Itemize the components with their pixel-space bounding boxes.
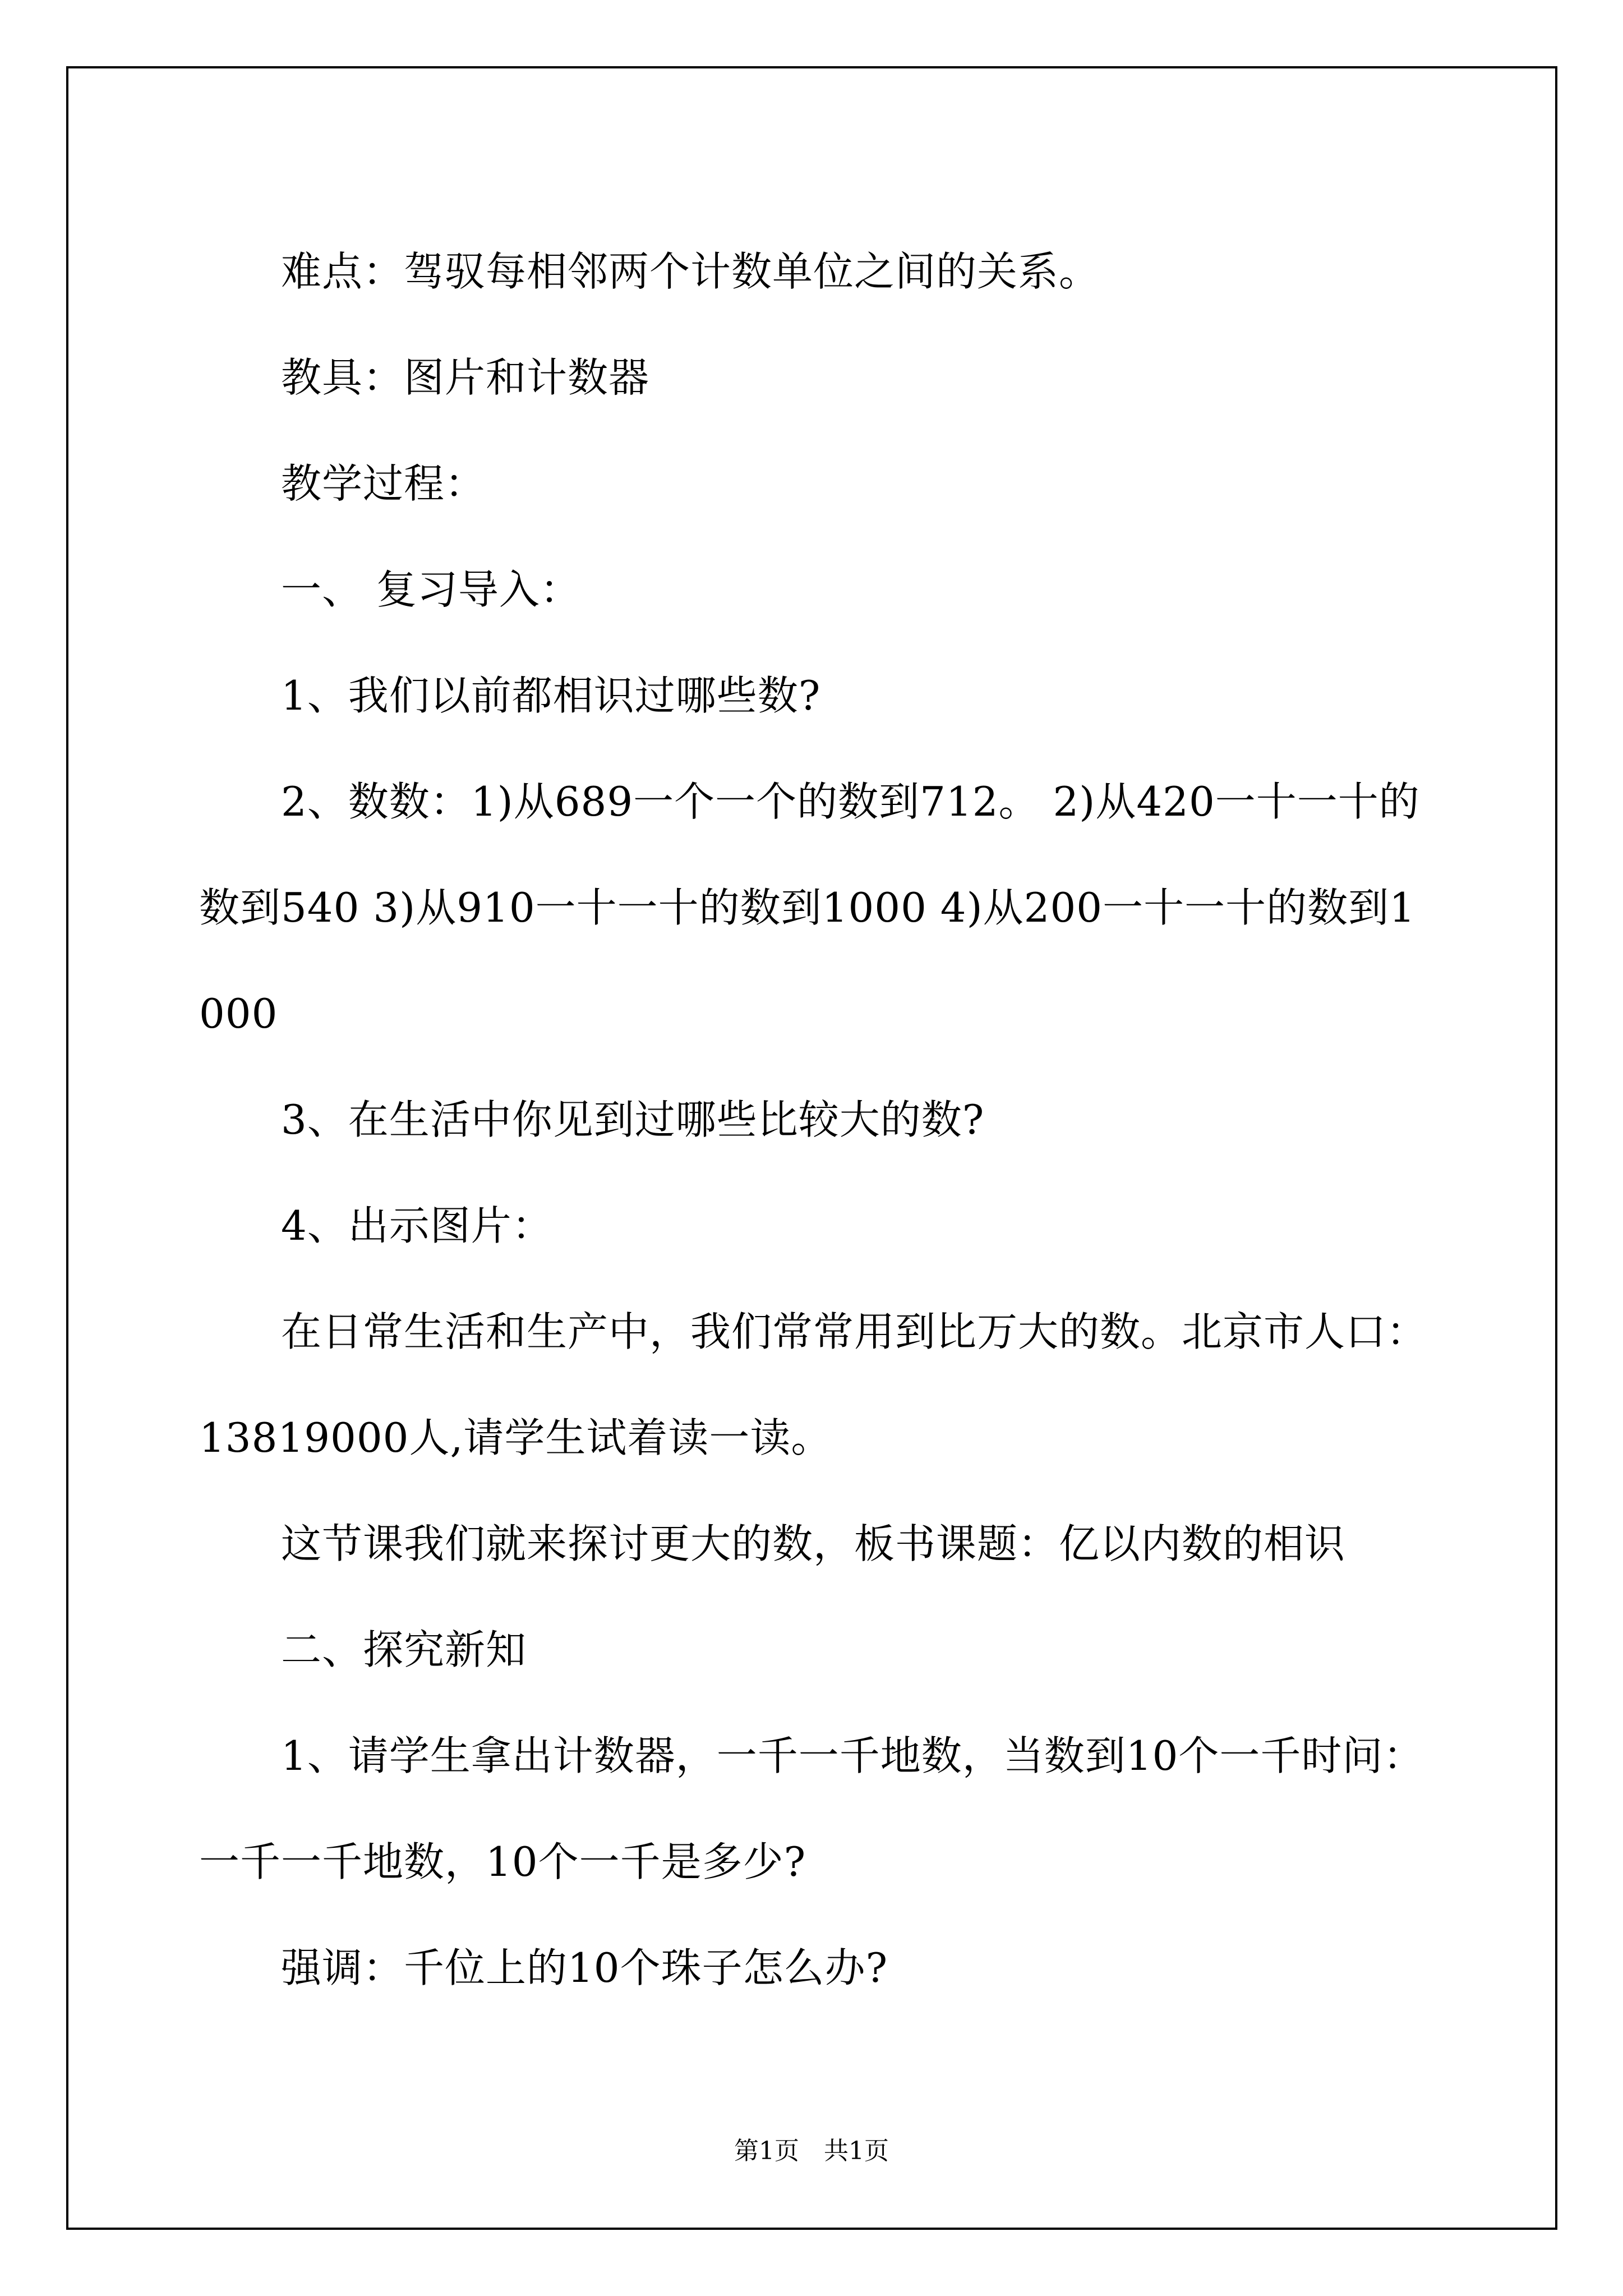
paragraph-process-heading: 教学过程： bbox=[281, 460, 486, 507]
paragraph-show-pictures: 4、出示图片： bbox=[281, 1202, 553, 1249]
paragraph-question-1: 1、我们以前都相识过哪些数? bbox=[281, 672, 821, 719]
paragraph-question-3: 3、在生活中你见到过哪些比较大的数? bbox=[281, 1096, 985, 1143]
paragraph-teaching-aids: 教具：图片和计数器 bbox=[281, 354, 650, 401]
paragraph-counting: 2、数数：1)从689一个一个的数到712。 2)从420一十一十的数到540 3)从910一十一十的数到1000 4)从200一十一十的数到1000 bbox=[199, 778, 1420, 1037]
section-heading-explore: 二、探究新知 bbox=[281, 1626, 527, 1673]
paragraph-emphasis: 强调：千位上的10个珠子怎么办? bbox=[281, 1944, 888, 1991]
paragraph-difficulty: 难点：驾驭每相邻两个计数单位之间的关系。 bbox=[281, 248, 1100, 295]
paragraph-beijing-population: 在日常生活和生产中，我们常常用到比万大的数。北京市人口：13819000人,请学生试着读一读。 bbox=[199, 1308, 1428, 1461]
document-body bbox=[199, 219, 1438, 2021]
page-number-footer: 第1页 共1页 bbox=[734, 2137, 889, 2165]
paragraph-counter-activity: 1、请学生拿出计数器，一千一千地数，当数到10个一千时问：一千一千地数，10个一千是多少? bbox=[199, 1732, 1424, 1885]
paragraph-lesson-topic: 这节课我们就来探讨更大的数，板书课题：亿以内数的相识 bbox=[281, 1520, 1346, 1567]
section-heading-review: 一、 复习导入： bbox=[281, 566, 581, 613]
